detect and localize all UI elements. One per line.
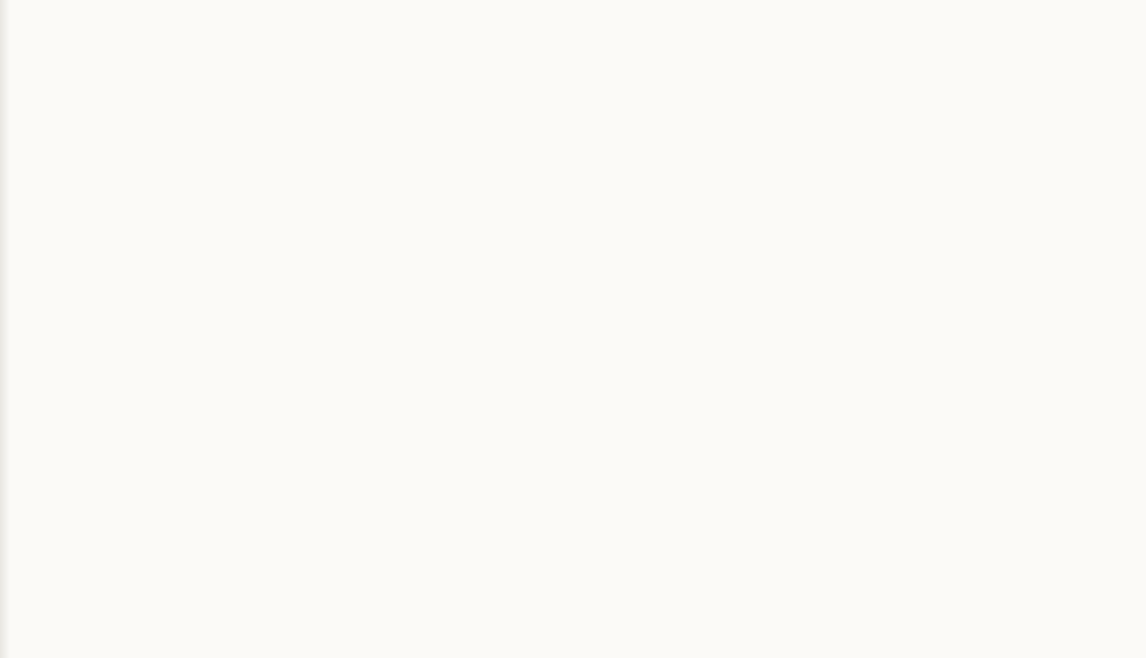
text-column [630, 18, 648, 643]
text-column [7, 18, 25, 643]
text-column [172, 18, 190, 643]
